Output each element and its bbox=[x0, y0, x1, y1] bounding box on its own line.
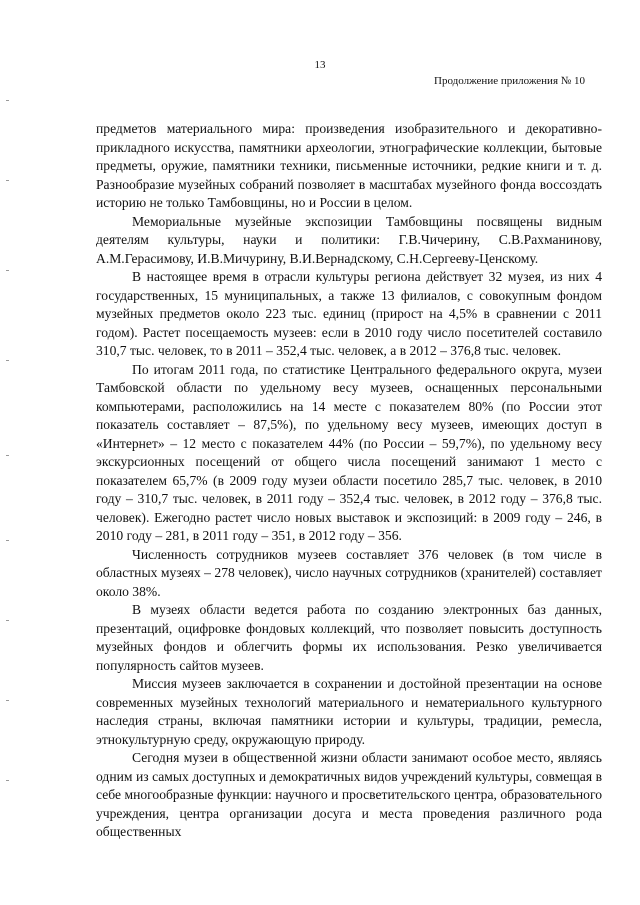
paragraph-3: В настоящее время в отрасли культуры региона действует 32 музея, из них 4 государственных, 15 муниципальных, а также 13 филиалов, с совокупным фондом музейных предметов около 223 тыс. единиц (прирост на 4,5% в сравнении с 2011 годом). Растет посещаемость музеев: если в 2010 году число посетителей составило 310,7 тыс. человек, то в 2011 – 352,4 тыс. человек, а в 2012 – 376,8 тыс. человек. bbox=[96, 269, 602, 358]
paragraph-1: предметов материального мира: произведения изобразительного и декоративно-прикладного искусства, памятники археологии, этнографические коллекции, бытовые предметы, оружие, памятники техники, письменные источники, редкие книги и т. д. Разнообразие музейных собраний позволяет в масштабах музейного фонда воссоздать историю не только Тамбовщины, но и России в целом. bbox=[96, 121, 602, 210]
paragraph-5: Численность сотрудников музеев составляет 376 человек (в том числе в областных музеях – 278 человек), число научных сотрудников (хранителей) составляет около 38%. bbox=[96, 546, 602, 599]
scan-margin-marks bbox=[6, 60, 12, 840]
paragraph-8: Сегодня музеи в общественной жизни области занимают особое место, являясь одним из самых доступных и демократичных видов учреждений культуры, совмещая в себе многообразные функции: научного и просветительского центра, образовательного учреждения, центра организации досуга и места проведения различного рода общественных bbox=[96, 750, 602, 839]
paragraph-2: Мемориальные музейные экспозиции Тамбовщины посвящены видным деятелям культуры, науки и политики: Г.В.Чичерину, С.В.Рахманинову, А.М.Герасимову, И.В.Мичурину, В.И.Вернадскому, С.Н.Сергееву-Ценскому. bbox=[96, 213, 602, 266]
document-body bbox=[96, 120, 602, 842]
paragraph-7: Миссия музеев заключается в сохранении и достойной презентации на основе современных музейных технологий материального и нематериального культурного наследия страны, включая памятники истории и культуры, традиции, ремесла, этнокультурную среду, окружающую природу. bbox=[96, 676, 602, 747]
page-number: 13 bbox=[314, 59, 326, 71]
paragraph-4: По итогам 2011 года, по статистике Центрального федерального округа, музеи Тамбовской области по удельному весу музеев, оснащенных персональными компьютерами, расположились на 14 месте с показателем 80% (по России этот показатель составляет – 87,5%), по удельному весу музеев, имеющих доступ в «Интернет» – 12 место с показателем 44% (по России – 59,7%), по удельному весу экскурсионных посещений от общего числа посещений занимают 1 место с показателем 65,7% (в 2009 году музеи области посетило 285,7 тыс. человек, в 2010 году – 310,7 тыс. человек, в 2011 году – 352,4 тыс. человек, в 2012 году – 376,8 тыс. человек). Ежегодно растет число новых выставок и экспозиций: в 2009 году – 246, в 2010 году – 281, в 2011 году – 351, в 2012 году – 356. bbox=[96, 361, 602, 543]
appendix-label: Продолжение приложения № 10 bbox=[434, 75, 585, 87]
paragraph-6: В музеях области ведется работа по созданию электронных баз данных, презентаций, оцифровке фондовых коллекций, что позволяет повысить доступность музейных фондов и облегчить формы их использования. Резко увеличивается популярность сайтов музеев. bbox=[96, 602, 602, 673]
